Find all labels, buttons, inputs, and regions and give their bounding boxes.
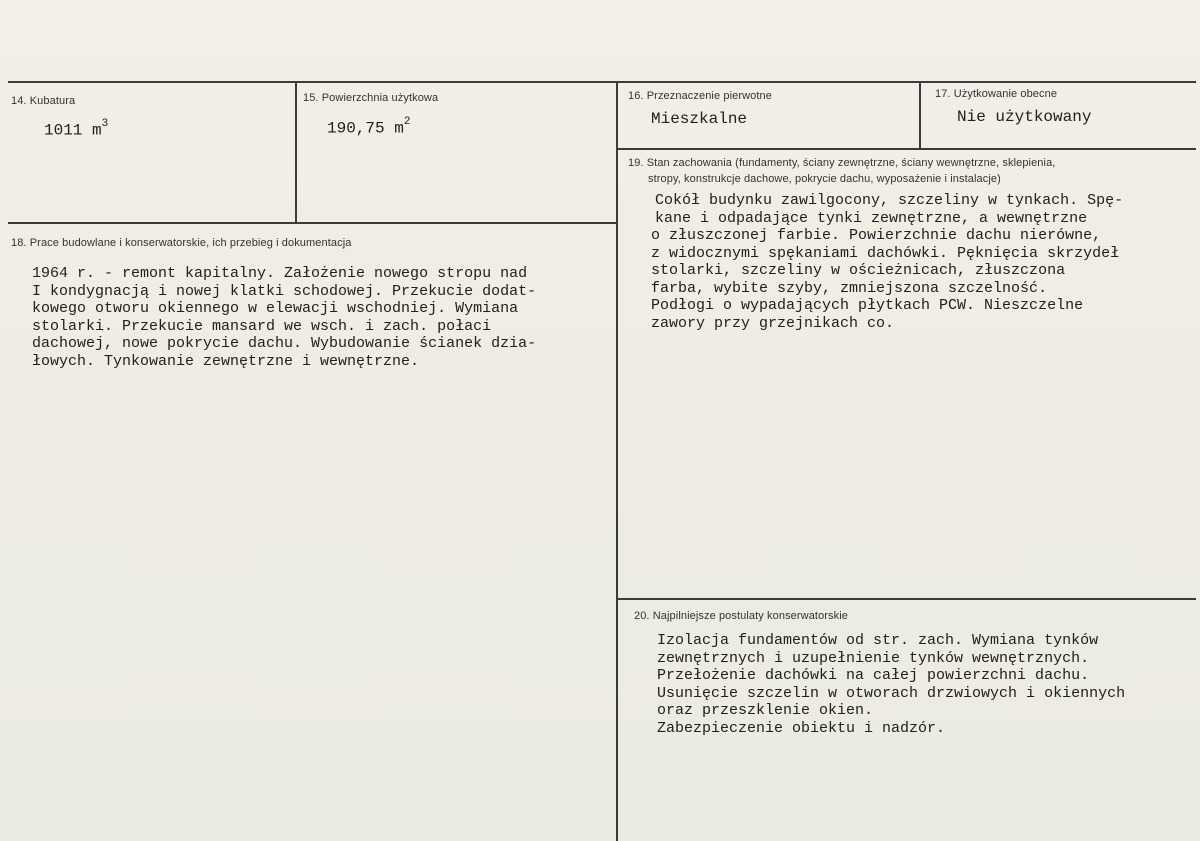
stan-line: z widocznymi spękaniami dachówki. Pęknięcia skrzydeł — [651, 244, 1120, 262]
stan-line: farba, wybite szyby, zmniejszona szczelność. — [651, 279, 1048, 297]
top-rule — [8, 81, 1196, 83]
postulaty-line: Izolacja fundamentów od str. zach. Wymiana tynków — [657, 632, 1099, 649]
uzytkowanie-value: Nie użytkowany — [957, 108, 1092, 126]
divider-main — [616, 81, 618, 841]
kubatura-label: 14. Kubatura — [11, 95, 76, 107]
stan-line: o złuszczonej farbie. Powierzchnie dachu nierówne, — [651, 227, 1102, 244]
postulaty-line: Usunięcie szczelin w otworach drzwiowych i okiennych — [657, 684, 1126, 702]
postulaty-line: oraz przeszklenie okien. — [657, 702, 874, 719]
powierzchnia-unit: m — [394, 119, 404, 138]
prace-line: łowych. Tynkowanie zewnętrzne i wewnętrzne. — [32, 352, 420, 370]
prace-label: 18. Prace budowlane i konserwatorskie, ich przebieg i dokumentacja — [11, 237, 352, 249]
row1-rule-left — [8, 222, 617, 224]
postulaty-line: zewnętrznych i uzupełnienie tynków wewnętrznych. — [657, 649, 1090, 667]
powierzchnia-number: 190,75 — [327, 119, 385, 138]
divider-16-17 — [919, 81, 921, 149]
stan-line: Podłogi o wypadających płytkach PCW. Nieszczelne — [651, 297, 1084, 314]
stan-line: kane i odpadające tynki zewnętrzne, a wewnętrzne — [655, 209, 1088, 227]
stan-label-line1: 19. Stan zachowania (fundamenty, ściany zewnętrzne, ściany wewnętrzne, sklepienia, — [628, 157, 1056, 169]
stan-line: Cokół budynku zawilgocony, szczeliny w tynkach. Spę- — [655, 192, 1124, 209]
row2-rule-right — [617, 598, 1196, 600]
kubatura-value — [44, 118, 108, 140]
stan-line: stolarki, szczeliny w ościeżnicach, złuszczona — [651, 262, 1066, 279]
kubatura-unit: m — [92, 121, 102, 140]
kubatura-exponent: 3 — [101, 118, 109, 130]
prace-line: kowego otworu okiennego w elewacji wschodniej. Wymiana — [32, 300, 519, 317]
prace-line: stolarki. Przekucie mansard we wsch. i zach. połaci — [32, 317, 492, 335]
stan-label-line2: stropy, konstrukcje dachowe, pokrycie dachu, wyposażenie i instalacje) — [648, 173, 1001, 185]
powierzchnia-value — [327, 116, 410, 138]
postulaty-line: Zabezpieczenie obiektu i nadzór. — [657, 719, 946, 737]
stan-line: zawory przy grzejnikach co. — [651, 314, 895, 332]
prace-line: 1964 r. - remont kapitalny. Założenie nowego stropu nad — [32, 265, 528, 282]
kubatura-number: 1011 — [44, 121, 83, 140]
prace-line: dachowej, nowe pokrycie dachu. Wybudowanie ścianek dzia- — [32, 335, 537, 352]
postulaty-line: Przełożenie dachówki na całej powierzchni dachu. — [657, 667, 1090, 684]
przeznaczenie-label: 16. Przeznaczenie pierwotne — [628, 90, 772, 102]
przeznaczenie-value: Mieszkalne — [651, 110, 748, 128]
powierzchnia-exponent: 2 — [403, 116, 411, 128]
row1-rule-right — [617, 148, 1196, 150]
prace-line: I kondygnacją i nowej klatki schodowej. Przekucie dodat- — [32, 282, 537, 300]
uzytkowanie-label: 17. Użytkowanie obecne — [935, 88, 1058, 100]
powierzchnia-label: 15. Powierzchnia użytkowa — [303, 92, 439, 104]
divider-14-15 — [295, 81, 297, 223]
postulaty-label: 20. Najpilniejsze postulaty konserwatorskie — [634, 610, 849, 622]
